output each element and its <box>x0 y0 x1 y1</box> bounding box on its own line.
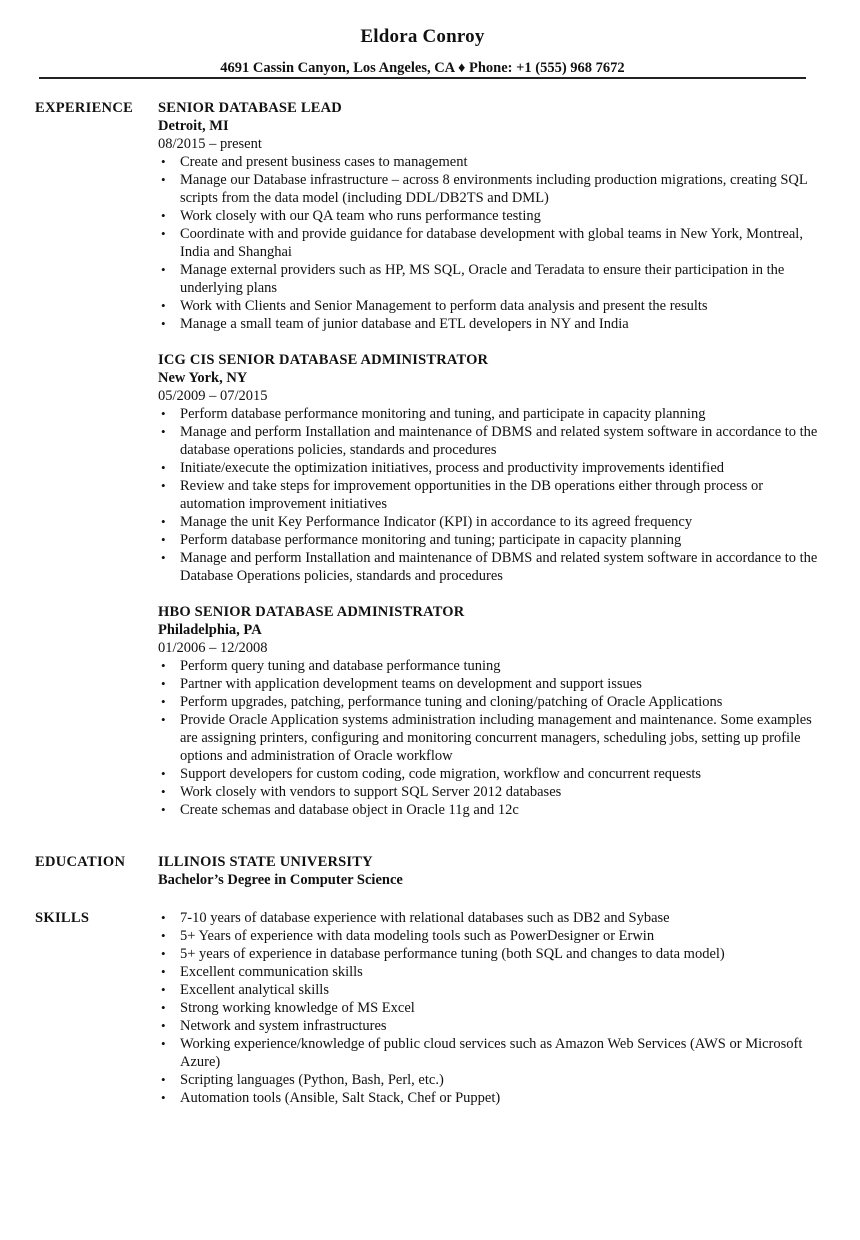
skills-body <box>158 909 818 1107</box>
list-item: • Manage external providers such as HP, MS SQL, Oracle and Teradata to ensure their participation in the underlying plans <box>158 261 818 297</box>
list-item: • 5+ years of experience in database performance tuning (both SQL and changes to data model) <box>158 945 818 963</box>
list-item: • Automation tools (Ansible, Salt Stack, Chef or Puppet) <box>158 1089 818 1107</box>
list-item: • 5+ Years of experience with data modeling tools such as PowerDesigner or Erwin <box>158 927 818 945</box>
list-item: • Initiate/execute the optimization initiatives, process and productivity improvements identified <box>158 459 818 477</box>
list-item: • Work closely with vendors to support SQL Server 2012 databases <box>158 783 818 801</box>
skills-label: SKILLS <box>35 910 90 926</box>
list-item: • Scripting languages (Python, Bash, Perl, etc.) <box>158 1071 818 1089</box>
job-entry <box>158 99 818 333</box>
skills-list <box>158 909 818 1107</box>
job-dates: 08/2015 – present <box>158 136 262 152</box>
job-location: Detroit, MI <box>158 118 229 134</box>
job-title: SENIOR DATABASE LEAD <box>158 100 342 116</box>
experience-label: EXPERIENCE <box>35 100 134 116</box>
job-title: ICG CIS SENIOR DATABASE ADMINISTRATOR <box>158 352 489 368</box>
list-item: • Perform database performance monitoring and tuning, and participate in capacity planning <box>158 405 818 423</box>
list-item: • Work closely with our QA team who runs performance testing <box>158 207 818 225</box>
school-name: ILLINOIS STATE UNIVERSITY <box>158 854 373 870</box>
list-item: • Manage the unit Key Performance Indicator (KPI) in accordance to its agreed frequency <box>158 513 818 531</box>
list-item: • Perform query tuning and database performance tuning <box>158 657 818 675</box>
degree: Bachelor’s Degree in Computer Science <box>158 872 403 888</box>
list-item: • Working experience/knowledge of public cloud services such as Amazon Web Services (AWS or Microsoft Azure) <box>158 1035 818 1071</box>
candidate-name: Eldora Conroy <box>360 26 485 47</box>
list-item: • Perform upgrades, patching, performance tuning and cloning/patching of Oracle Applications <box>158 693 818 711</box>
list-item: • Review and take steps for improvement opportunities in the DB operations either through process or automation improvement initiatives <box>158 477 818 513</box>
job-dates: 01/2006 – 12/2008 <box>158 640 268 656</box>
job-entry <box>158 351 818 585</box>
experience-body <box>158 99 818 819</box>
job-location: New York, NY <box>158 370 248 386</box>
list-item: • 7-10 years of database experience with relational databases such as DB2 and Sybase <box>158 909 818 927</box>
list-item: • Create schemas and database object in Oracle 11g and 12c <box>158 801 818 819</box>
list-item: • Manage our Database infrastructure – across 8 environments including production migrations, creating SQL scripts from the data model (including DDL/DB2TS and DML) <box>158 171 818 207</box>
job-title: HBO SENIOR DATABASE ADMINISTRATOR <box>158 604 465 620</box>
contact-line: 4691 Cassin Canyon, Los Angeles, CA ♦ Phone: +1 (555) 968 7672 <box>220 60 625 76</box>
list-item: • Excellent communication skills <box>158 963 818 981</box>
education-body <box>158 853 818 889</box>
list-item: • Partner with application development teams on development and support issues <box>158 675 818 693</box>
list-item: • Excellent analytical skills <box>158 981 818 999</box>
list-item: • Support developers for custom coding, code migration, workflow and concurrent requests <box>158 765 818 783</box>
list-item: • Manage a small team of junior database and ETL developers in NY and India <box>158 315 818 333</box>
list-item: • Provide Oracle Application systems administration including management and maintenance. Some examples are assigning printers, configuring and monitoring concurrent managers, scheduling jobs, setting up profile options and administration of Oracle workflow <box>158 711 818 765</box>
list-item: • Network and system infrastructures <box>158 1017 818 1035</box>
list-item: • Manage and perform Installation and maintenance of DBMS and related system software in accordance to the Database Operations policies, standards and procedures <box>158 549 818 585</box>
job-entry <box>158 603 818 819</box>
job-bullets <box>158 405 818 585</box>
list-item: • Strong working knowledge of MS Excel <box>158 999 818 1017</box>
list-item: • Manage and perform Installation and maintenance of DBMS and related system software in accordance to the database operations policies, standards and procedures <box>158 423 818 459</box>
education-label: EDUCATION <box>35 854 126 870</box>
job-location: Philadelphia, PA <box>158 622 262 638</box>
list-item: • Coordinate with and provide guidance for database development with global teams in New York, Montreal, India and Shanghai <box>158 225 818 261</box>
header-divider <box>39 77 806 79</box>
list-item: • Create and present business cases to management <box>158 153 818 171</box>
list-item: • Work with Clients and Senior Management to perform data analysis and present the results <box>158 297 818 315</box>
job-dates: 05/2009 – 07/2015 <box>158 388 268 404</box>
job-bullets <box>158 153 818 333</box>
list-item: • Perform database performance monitoring and tuning; participate in capacity planning <box>158 531 818 549</box>
job-bullets <box>158 657 818 819</box>
